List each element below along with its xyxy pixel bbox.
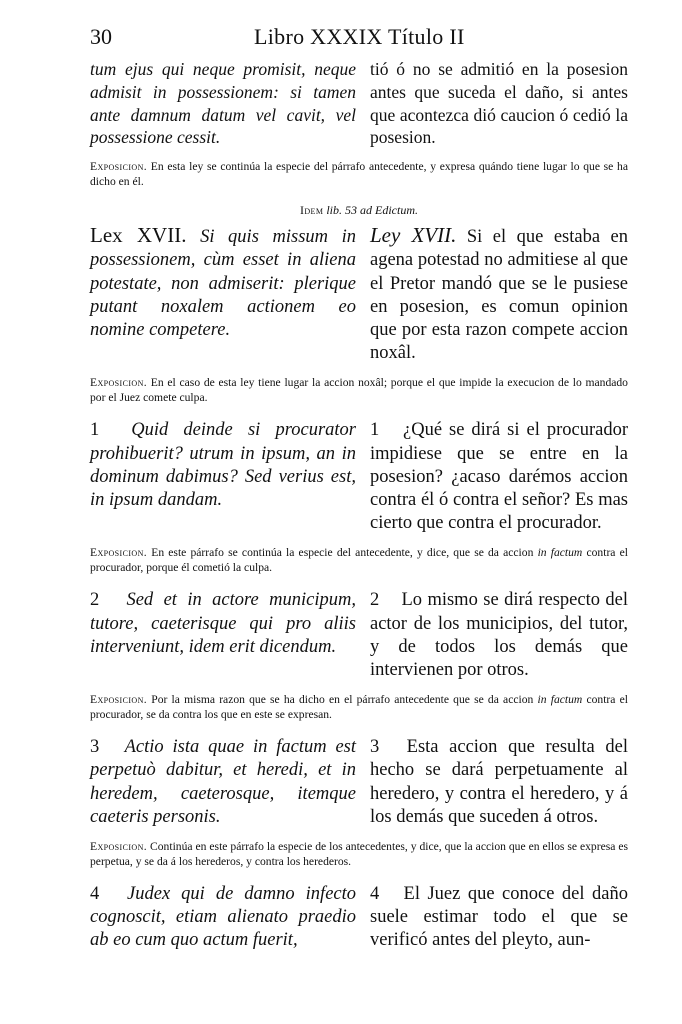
paragraph-number: 4 — [370, 884, 380, 905]
page-body — [90, 58, 628, 953]
running-header — [0, 24, 682, 56]
spanish-text — [370, 883, 628, 953]
spanish-paragraph: Esta accion que resulta del hecho se dará perpetuamente al heredero, y contra el heredero, y á los demás que suceden á otros. — [370, 737, 629, 827]
spanish-text — [370, 589, 628, 682]
paragraph-number: 3 — [370, 737, 380, 758]
spanish-law-heading: Ley XVII. — [370, 223, 457, 248]
latin-text — [90, 736, 356, 829]
spanish-text — [370, 736, 628, 829]
text-row — [90, 224, 628, 365]
source-citation — [90, 203, 628, 218]
latin-paragraph: Sed et in actore municipum, tutore, caeterisque qui pro aliis interveniunt, idem erit dicendum. — [90, 590, 357, 657]
spanish-paragraph: ¿Qué se dirá si el procurador impidiese que se entre en la posesion? ¿acaso darémos accion contra él ó contra el señor? Es mas cierto que contra el procurador. — [370, 420, 628, 534]
latin-law-heading: Lex XVII. — [90, 223, 187, 248]
text-row — [90, 58, 628, 149]
text-row — [90, 883, 628, 953]
exposicion-text: Por la misma razon que se ha dicho en el párrafo antecedente que se da accion — [151, 693, 534, 707]
latin-text: tum ejus qui neque promisit, neque admisit in possessionem: si tamen ante damnum datum vel cavit, vel possessione cessit. — [90, 59, 356, 148]
spanish-text: tió ó no se admitió en la posesion antes que suceda el daño, si antes que acontezca dió caucion ó cedió la posesion. — [370, 59, 628, 148]
latin-text — [90, 224, 356, 365]
exposicion-label: Exposicion. — [90, 840, 148, 854]
exposicion-text: En el caso de esta ley tiene lugar la accion noxâl; porque el que impide la execucion de lo mandado por el Juez comete culpa. — [90, 376, 628, 405]
exposicion-text: contra el procurador, se da contra los que en este se expresan. — [90, 693, 628, 722]
exposicion-label: Exposicion. — [90, 376, 148, 390]
exposicion-italic: in factum — [537, 693, 583, 707]
paragraph-number: 1 — [370, 420, 380, 441]
latin-text — [90, 419, 356, 535]
latin-paragraph: Quid deinde si procurator prohibuerit? utrum in ipsum, an in dominum dabimus? Sed verius est, in ipsum dandam. — [90, 420, 357, 511]
exposicion-text: En este párrafo se continúa la especie del antecedente, y dice, que se da accion — [151, 546, 534, 560]
latin-text — [90, 589, 356, 682]
paragraph-number: 1 — [90, 420, 100, 441]
page-number: 30 — [90, 24, 112, 49]
exposicion-text: contra el procurador, porque él cometió la culpa. — [90, 546, 628, 575]
citation-lead: Idem — [299, 203, 324, 218]
text-row — [90, 589, 628, 682]
latin-law-body: Si quis missum in possessionem, cùm esset in aliena potestate, non admiserit: plerique putant noxalem actionem eo nomine competere. — [90, 227, 357, 340]
latin-text — [90, 883, 356, 953]
exposicion-note — [90, 839, 628, 869]
paragraph-number: 2 — [90, 590, 100, 611]
exposicion-label: Exposicion. — [90, 693, 148, 707]
exposicion-italic: in factum — [537, 546, 583, 560]
exposicion-note — [90, 375, 628, 405]
exposicion-label: Exposicion. — [90, 160, 148, 174]
spanish-law-body: Si el que estaba en agena potestad no admitiese al que el Pretor mandó que se le pusiese en posesion, es comun opinion que por esta razon compete accion noxâl. — [370, 227, 628, 364]
exposicion-text: Continúa en este párrafo la especie de los antecedentes, y dice, que la accion que en ellos se expresa es perpetua, y se da á los herederos, y contra los herederos. — [90, 840, 628, 869]
spanish-text — [370, 224, 628, 365]
text-row — [90, 736, 628, 829]
spanish-paragraph: Lo mismo se dirá respecto del actor de los municipios, del tutor, y de todos los demás que intervienen por otros. — [370, 590, 629, 681]
spanish-paragraph: El Juez que conoce del daño suele estimar todo el que se verificó antes del pleyto, aun- — [370, 884, 628, 951]
latin-paragraph: Actio ista quae in factum est perpetuò dabitur, et heredi, et in heredem, caeterosque, itemque caeteris personis. — [90, 737, 356, 827]
paragraph-number: 3 — [90, 737, 100, 758]
exposicion-note — [90, 159, 628, 189]
running-title: Libro XXXIX Título II — [254, 24, 465, 49]
latin-paragraph: Judex qui de damno infecto cognoscit, etiam alienato praedio ab eo cum quo actum fuerit, — [90, 884, 357, 951]
exposicion-label: Exposicion. — [90, 546, 148, 560]
exposicion-note — [90, 692, 628, 722]
paragraph-number: 4 — [90, 884, 100, 905]
spanish-text — [370, 419, 628, 535]
citation-text: lib. 53 ad Edictum. — [326, 203, 419, 218]
paragraph-number: 2 — [370, 590, 380, 611]
exposicion-note — [90, 545, 628, 575]
text-row — [90, 419, 628, 535]
exposicion-text: En esta ley se continúa la especie del párrafo antecedente, y expresa quándo tiene lugar lo que se ha dicho en él. — [90, 160, 628, 189]
